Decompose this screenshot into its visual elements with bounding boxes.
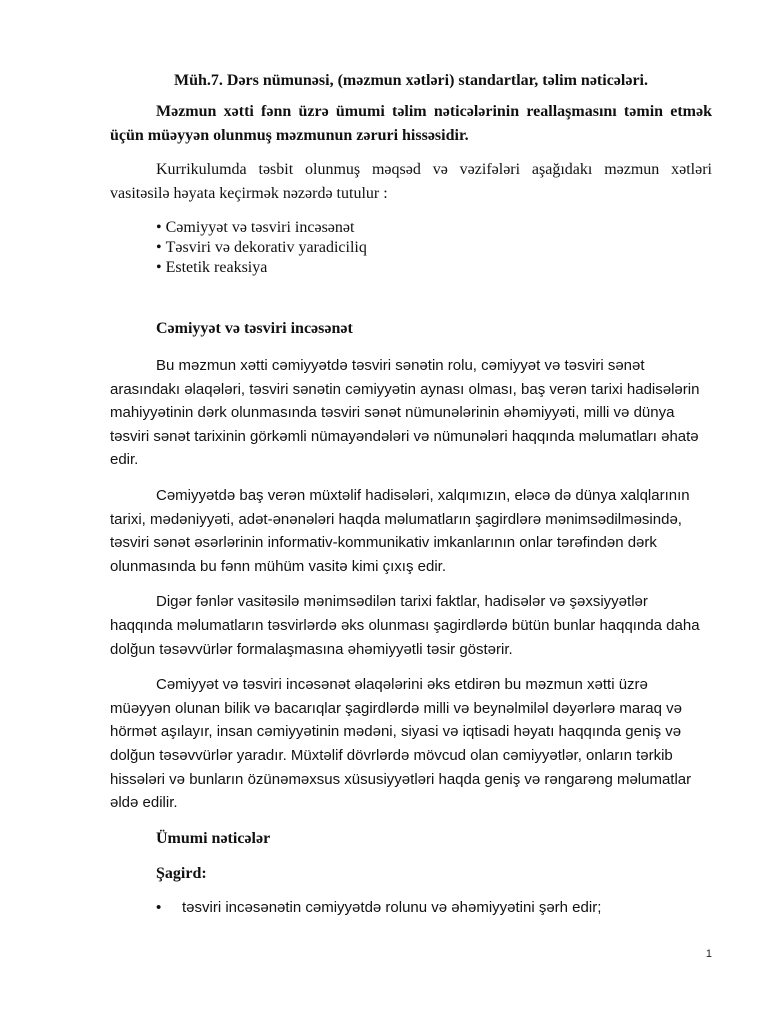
student-result-item: [156, 897, 712, 919]
body-paragraph: Bu məzmun xətti cəmiyyətdə təsviri sənətin rolu, cəmiyyət və təsviri sənət arasındakı əlaqələri, təsviri sənətin cəmiyyətin aynası olması, baş verən tarixi hadisələrin mahiyyətinin dərk olunmasında təsviri sənət nümunələrinin əhəmiyyəti, milli və dünya təsviri sənət tarixinin görkəmli nümayəndələri və nümunələri haqqında məlumatları əhatə edir.: [110, 357, 700, 469]
content-line-item: • Estetik reaksiya: [156, 258, 712, 278]
section-title: Cəmiyyət və təsviri incəsənət: [156, 320, 353, 337]
student-result-text: təsviri incəsənətin cəmiyyətdə rolunu və əhəmiyyətini şərh edir;: [182, 898, 602, 916]
content-line-item: • Cəmiyyət və təsviri incəsənət: [156, 218, 712, 238]
student-results-list: [156, 897, 712, 919]
document-heading: Müh.7. Dərs nümunəsi, (məzmun xətləri) standartlar, təlim nəticələri.: [174, 72, 648, 89]
body-paragraph: Cəmiyyət və təsviri incəsənət əlaqələrini əks etdirən bu məzmun xətti üzrə müəyyən olunan bilik və bacarıqlar şagirdlərdə milli və beynəlmiləl dəyərlərə maraq və hörmət aşılayır, insan cəmiyyətinin mədəni, siyasi və iqtisadi həyatı haqqında geniş və dolğun təsəvvürlər yaradır. Müxtəlif dövrlərdə mövcud olan cəmiyyətlər, onların tərkib hissələri və bunların özünəməxsus xüsusiyyətləri haqda geniş və rəngarəng məlumatlar əldə edilir.: [110, 676, 692, 812]
general-results-heading: Ümumi nəticələr: [156, 829, 271, 847]
body-paragraph: Cəmiyyətdə baş verən müxtəlif hadisələri, xalqımızın, eləcə də dünya xalqlarının tarixi, mədəniyyəti, adət-ənənələri haqda məlumatların şagirdlərə mənimsədilməsində, təsviri sənət əsərlərinin informativ-kommunikativ imkanlarının onlar tərəfindən dərk olunmasında bu fənn mühüm vasitə kimi çıxış edir.: [110, 486, 690, 575]
content-line-item: • Təsviri və dekorativ yaradiciliq: [156, 238, 712, 258]
intro-paragraph: Kurrikulumda təsbit olunmuş məqsəd və vəzifələri aşağıdakı məzmun xətləri vasitəsilə həyata keçirmək nəzərdə tutulur :: [110, 161, 712, 202]
intro-definition: Məzmun xətti fənn üzrə ümumi təlim nəticələrinin reallaşmasını təmin etmək üçün müəyyən olunmuş məzmunun zəruri hissəsidir.: [110, 103, 712, 144]
document-page: [110, 60, 712, 919]
page-number: 1: [705, 948, 712, 960]
bullet-icon: •: [156, 898, 162, 916]
body-paragraph: Digər fənlər vasitəsilə mənimsədilən tarixi faktlar, hadisələr və şəxsiyyətlər haqqında məlumatların təsvirlərdə əks olunması şagirdlərdə bütün bunlar haqqında daha dolğun təsəvvürlər formalaşmasına əhəmiyyətli təsir göstərir.: [110, 593, 700, 658]
student-label: Şagird:: [156, 864, 207, 882]
content-lines-list: [156, 218, 712, 278]
